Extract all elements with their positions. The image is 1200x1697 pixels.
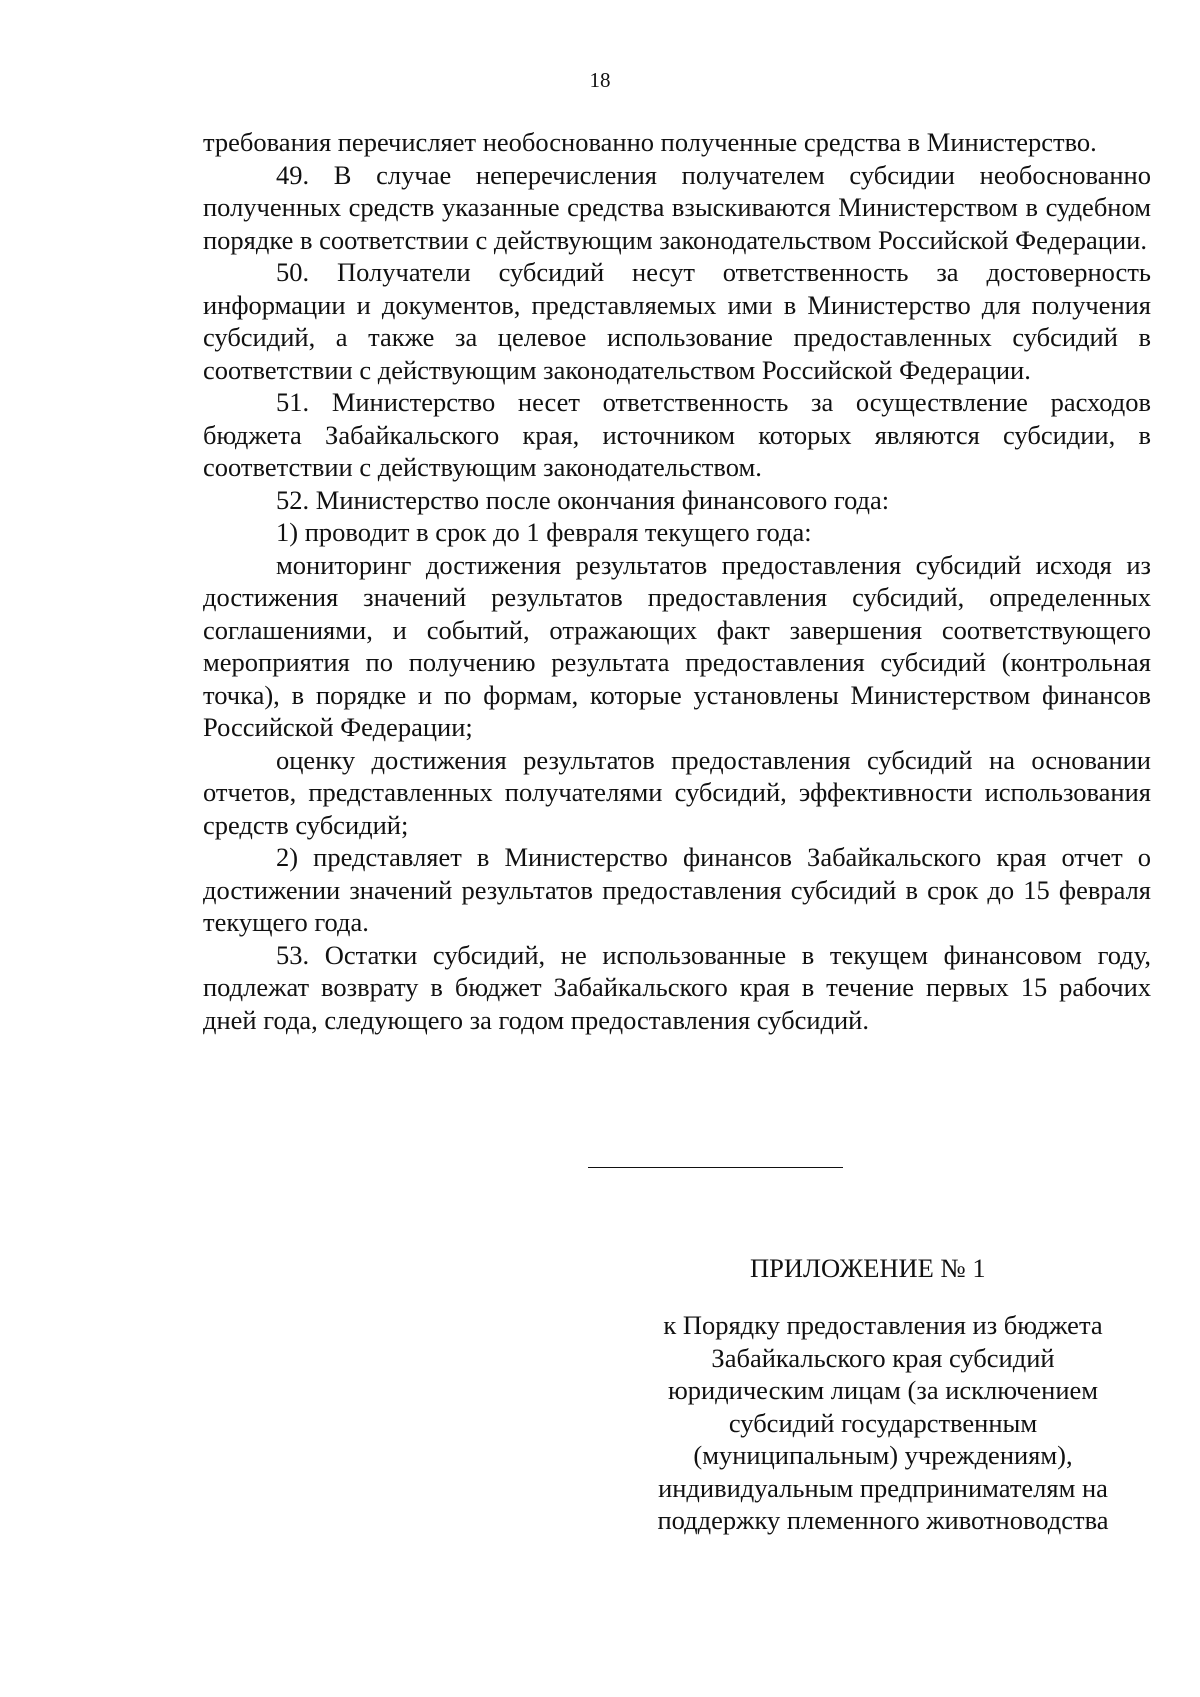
appendix-line: Забайкальского края субсидий	[711, 1342, 1055, 1373]
appendix-line: поддержку племенного животноводства	[657, 1505, 1109, 1535]
paragraph-48-continuation: требования перечисляет необоснованно полученные средства в Министерство.	[203, 127, 1097, 157]
paragraph-50: 50. Получатели субсидий несут ответственность за достоверность информации и документов, представляемых ими в Министерство для получения субсидий, а также за целевое использование предоставленных субсидий в соответствии с действующим законодательством Российской Федерации.	[203, 257, 1151, 385]
appendix-subtitle	[623, 1309, 1143, 1537]
document-body	[203, 126, 1151, 1036]
appendix-line: юридическим лицам (за исключением	[667, 1375, 1099, 1405]
section-separator	[588, 1167, 843, 1168]
appendix-line: к Порядку предоставления из бюджета	[663, 1310, 1103, 1340]
appendix-line: субсидий государственным	[728, 1407, 1038, 1438]
appendix-line: (муниципальным) учреждениям),	[693, 1440, 1073, 1470]
appendix-title: ПРИЛОЖЕНИЕ № 1	[750, 1253, 986, 1283]
paragraph-52-assessment: оценку достижения результатов предоставления субсидий на основании отчетов, представленных получателями субсидий, эффективности использования средств субсидий;	[203, 744, 1151, 840]
paragraph-52-monitoring: мониторинг достижения результатов предоставления субсидий исходя из достижения значений результатов предоставления субсидий, определенных соглашениями, и событий, отражающих факт завершения соответствующего мероприятия по получению результата предоставления субсидий (контрольная точка), в порядке и по формам, которые установлены Министерством финансов Российской Федерации;	[203, 549, 1151, 742]
appendix-line: индивидуальным предпринимателям на	[658, 1472, 1108, 1503]
paragraph-51: 51. Министерство несет ответственность за осуществление расходов бюджета Забайкальского края, источником которых являются субсидии, в соответствии с действующим законодательством.	[203, 387, 1151, 482]
paragraph-52-item-2: 2) представляет в Министерство финансов Забайкальского края отчет о достижении значений результатов предоставления субсидий в срок до 15 февраля текущего года.	[203, 842, 1151, 937]
paragraph-49: 49. В случае неперечисления получателем субсидии необоснованно полученных средств указанные средства взыскиваются Министерством в судебном порядке в соответствии с действующим законодательством Российской Федерации.	[203, 159, 1151, 255]
paragraph-52-item-1: 1) проводит в срок до 1 февраля текущего года:	[276, 517, 812, 547]
paragraph-53: 53. Остатки субсидий, не использованные в текущем финансовом году, подлежат возврату в бюджет Забайкальского края в течение первых 15 рабочих дней года, следующего за годом предоставления субсидий.	[203, 939, 1151, 1035]
page-number: 18	[589, 68, 611, 92]
paragraph-52: 52. Министерство после окончания финансового года:	[276, 484, 890, 515]
